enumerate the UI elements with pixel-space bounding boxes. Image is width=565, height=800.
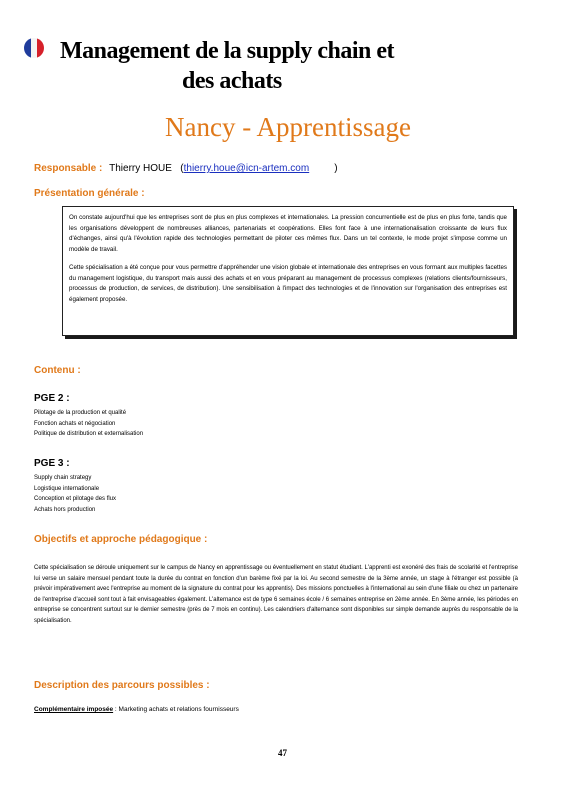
presentation-heading: Présentation générale : — [34, 188, 145, 199]
paren-open: ( — [180, 163, 184, 174]
list-item: Politique de distribution et externalisation — [34, 431, 144, 437]
list-item: Achats hors production — [34, 506, 96, 513]
title-line-1: Management de la supply chain et — [60, 38, 395, 64]
objectifs-text: Cette spécialisation se déroule uniquement sur le campus de Nancy en apprentissage ou éventuellement en statut étudiant. L'apprenti est exonéré des frais de scolarité et l'entreprise lui verse un salaire mensuel pendant toute la durée du contrat en fonction d'un barème fixé par la loi. Au second semestre de la 3ème année, un stage à l'étranger est possible (à prévoir impérativement avec l'entreprise au moment de la signature du contrat pour les apprentis). Des missions ponctuelles à l'international au sein d'une filiale ou chez un partenaire de l'entreprise d'accueil sont tout à fait envisageables également. L'alternance est de type 6 semaines école / 6 semaines entreprise en 2ème année. En 3ème année, les périodes en entreprise se concentrent surtout sur le dernier semestre (près de 7 mois en continu). Les calendriers d'alternance sont disponibles sur simple demande auprès du responsable de la spécialisation. — [34, 565, 518, 624]
list-item: Pilotage de la production et qualité — [34, 410, 127, 416]
parcours-heading: Description des parcours possibles : — [34, 680, 210, 691]
pge3-list — [34, 473, 116, 515]
pge2-label: PGE 2 : — [34, 393, 70, 404]
list-item: Supply chain strategy — [34, 475, 92, 481]
presentation-paragraph-1: On constate aujourd'hui que les entreprises sont de plus en plus complexes et internationales. La pression concurrentielle est de plus en plus forte, tandis que les organisations développent de nombreuses alliances, partenariats et coopérations. Elles font face à une internationalisation croissante de leurs flux d'échanges, ainsi qu'à l'évolution rapide des technologies permettant de piloter ces mêmes flux. Dans un tel contexte, le mode projet s'impose comme un modèle de travail. — [69, 214, 507, 253]
parcours-value: : Marketing achats et relations fournisseurs — [114, 706, 239, 713]
presentation-paragraph-2: Cette spécialisation a été conçue pour vous permettre d'appréhender une vision globale et internationale des entreprises en vous formant aux multiples facettes du management logistique, du transport mais aussi des achats et en vous préparant au management de processus complexes (relations clients/fournisseurs, processus de production, de services, de distribution). Une sensibilisation à l'impact des technologies et de l'innovation sur l'organisation des entreprises est également proposée. — [69, 264, 507, 303]
presentation-box — [62, 206, 514, 336]
pge3-label: PGE 3 : — [34, 458, 70, 469]
parcours-label: Complémentaire imposée — [34, 706, 114, 713]
page-subtitle: Nancy - Apprentissage — [165, 112, 411, 142]
paren-close: ) — [334, 163, 338, 174]
responsable-line — [34, 163, 338, 174]
responsable-name: Thierry HOUE — [109, 163, 172, 174]
objectifs-heading: Objectifs et approche pédagogique : — [34, 534, 208, 545]
list-item: Logistique internationale — [34, 485, 100, 492]
list-item: Fonction achats et négociation — [34, 420, 116, 427]
parcours-line — [34, 706, 239, 713]
pge2-list — [34, 408, 143, 440]
title-line-2: des achats — [182, 68, 282, 94]
responsable-label: Responsable : — [34, 163, 103, 174]
list-item: Conception et pilotage des flux — [34, 496, 117, 502]
responsable-email-link[interactable]: thierry.houe@icn-artem.com — [183, 163, 310, 174]
french-flag-icon — [24, 38, 44, 58]
contenu-heading: Contenu : — [34, 365, 81, 376]
page-number: 47 — [278, 748, 287, 758]
page-title — [60, 36, 395, 96]
